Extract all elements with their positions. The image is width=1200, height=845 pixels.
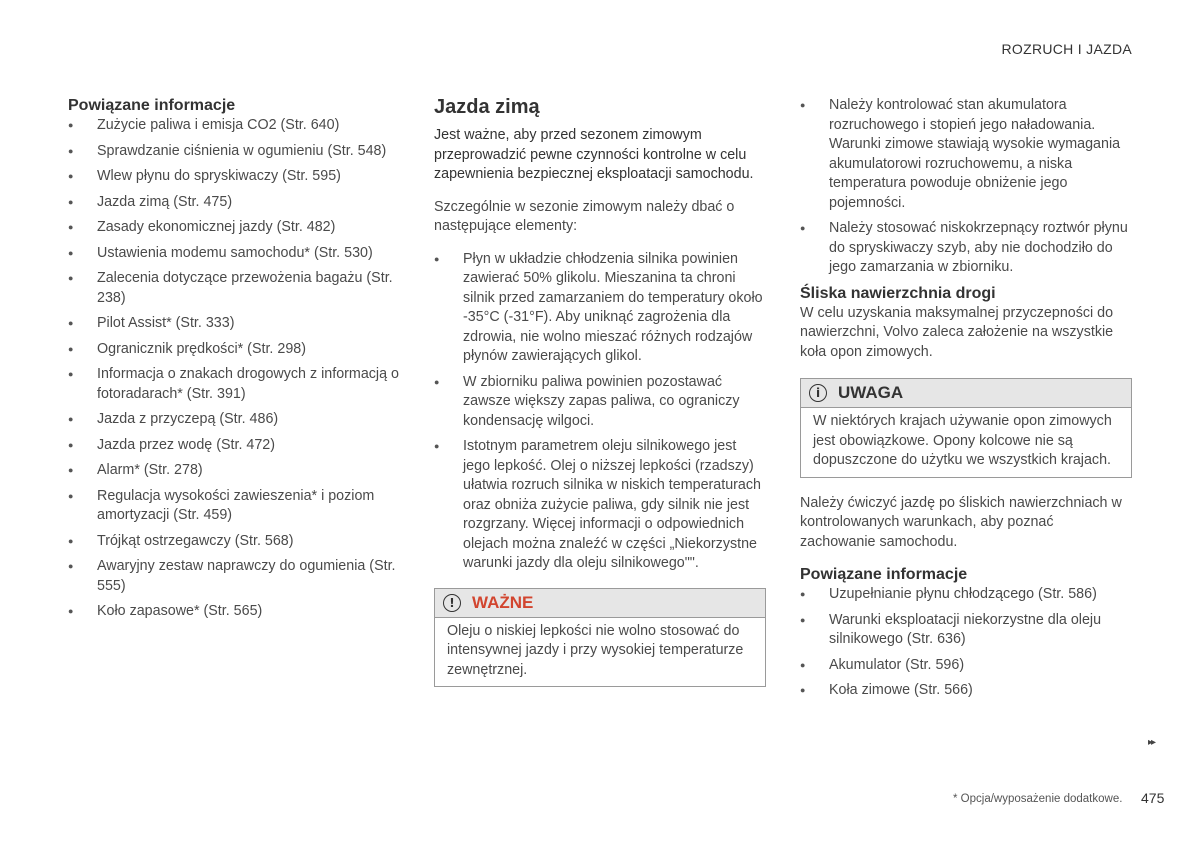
slippery-road-text: W celu uzyskania maksymalnej przyczepności do nawierzchni, Volvo zaleca założenie na wszystkie koła opon zimowych.	[800, 304, 1114, 360]
list-item[interactable]: ● Informacja o znakach drogowych z informacją o fotoradarach* (Str. 391)	[68, 365, 403, 404]
note-box	[800, 378, 1132, 478]
footnote: * Opcja/wyposażenie dodatkowe.	[953, 793, 1123, 805]
warning-box	[434, 588, 766, 688]
lead-paragraph: Jest ważne, aby przed sezonem zimowym przeprowadzić pewne czynności kontrolne w celu zapewnienia bezpiecznej eksploatacji samochodu.	[434, 127, 754, 182]
list-item[interactable]: ● Alarm* (Str. 278)	[68, 461, 403, 481]
list-item[interactable]: ● Sprawdzanie ciśnienia w ogumieniu (Str. 548)	[68, 142, 403, 162]
exclamation-icon: !	[443, 594, 461, 612]
list-item[interactable]: ● Wlew płynu do spryskiwaczy (Str. 595)	[68, 167, 403, 187]
list-item[interactable]: ● Koła zimowe (Str. 566)	[800, 681, 1132, 701]
list-item[interactable]: ● Jazda z przyczepą (Str. 486)	[68, 410, 403, 430]
list-item[interactable]: ● Zasady ekonomicznej jazdy (Str. 482)	[68, 218, 403, 238]
continue-arrows-icon: ▸▸	[1148, 737, 1155, 748]
note-text: W niektórych krajach używanie opon zimowych jest obowiązkowe. Opony kolcowe nie są dopuszczone do użytku we wszystkich krajach.	[813, 413, 1112, 468]
list-item[interactable]: ● Ogranicznik prędkości* (Str. 298)	[68, 340, 403, 360]
list-item[interactable]: ● Uzupełnianie płynu chłodzącego (Str. 586)	[800, 585, 1132, 605]
related-info-list	[800, 585, 1132, 701]
warning-box-header	[435, 589, 765, 618]
list-item[interactable]: ● Zalecenia dotyczące przewożenia bagażu (Str. 238)	[68, 269, 403, 308]
note-title: UWAGA	[838, 383, 904, 402]
related-info-list	[68, 116, 403, 622]
slippery-road-heading: Śliska nawierzchnia drogi	[800, 284, 996, 302]
list-item: ● W zbiorniku paliwa powinien pozostawać zawsze większy zapas paliwa, co ograniczy kondensację wilgoci.	[434, 373, 766, 432]
page-title: Jazda zimą	[434, 96, 540, 118]
right-column	[800, 96, 1132, 707]
note-box-header	[801, 379, 1131, 408]
middle-column	[434, 96, 766, 687]
list-item[interactable]: ● Trójkąt ostrzegawczy (Str. 568)	[68, 532, 403, 552]
page-number: 475	[1141, 790, 1165, 806]
list-item[interactable]: ● Koło zapasowe* (Str. 565)	[68, 602, 403, 622]
winter-checklist-continued	[800, 96, 1132, 278]
list-item[interactable]: ● Ustawienia modemu samochodu* (Str. 530)	[68, 244, 403, 264]
list-item: ● Istotnym parametrem oleju silnikowego jest jego lepkość. Olej o niższej lepkości (rzadszy) ułatwia rozruch silnika w niskich temperaturach oraz obniża zużycie paliwa, gdy silnik nie jest rozgrzany. Więcej informacji o odpowiednich olejach można znaleźć w części „Niekorzystne warunki jazdy dla oleju silnikowego"".	[434, 437, 766, 574]
list-item[interactable]: ● Zużycie paliwa i emisja CO2 (Str. 640)	[68, 116, 403, 136]
warning-title: WAŻNE	[472, 592, 534, 612]
list-item: ● Płyn w układzie chłodzenia silnika powinien zawierać 50% glikolu. Mieszanina ta chroni silnik przed zamarzaniem do temperatury około -35°C (-31°F). Aby uniknąć zagrożenia dla zdrowia, nie wolno mieszać różnych rodzajów płynów zawierających glikol.	[434, 250, 766, 367]
section-header: ROZRUCH I JAZDA	[1001, 41, 1132, 57]
related-info-heading: Powiązane informacje	[68, 97, 236, 114]
related-info-heading: Powiązane informacje	[800, 566, 968, 583]
list-item[interactable]: ● Akumulator (Str. 596)	[800, 656, 1132, 676]
intro-paragraph: Szczególnie w sezonie zimowym należy dbać o następujące elementy:	[434, 198, 735, 234]
left-column	[68, 96, 403, 628]
list-item[interactable]: ● Jazda zimą (Str. 475)	[68, 193, 403, 213]
list-item[interactable]: ● Regulacja wysokości zawieszenia* i poziom amortyzacji (Str. 459)	[68, 487, 403, 526]
info-icon: i	[809, 384, 827, 402]
winter-checklist	[434, 250, 766, 574]
list-item[interactable]: ● Pilot Assist* (Str. 333)	[68, 314, 403, 334]
warning-text: Oleju o niskiej lepkości nie wolno stosować do intensywnej jazdy i przy wysokiej temperaturze zewnętrznej.	[447, 622, 744, 678]
practice-text: Należy ćwiczyć jazdę po śliskich nawierzchniach w kontrolowanych warunkach, aby poznać zachowanie samochodu.	[800, 494, 1122, 550]
list-item[interactable]: ● Awaryjny zestaw naprawczy do ogumienia (Str. 555)	[68, 557, 403, 596]
list-item[interactable]: ● Jazda przez wodę (Str. 472)	[68, 436, 403, 456]
list-item[interactable]: ● Warunki eksploatacji niekorzystne dla oleju silnikowego (Str. 636)	[800, 611, 1132, 650]
list-item: ● Należy stosować niskokrzepnący roztwór płynu do spryskiwaczy szyb, aby nie dochodziło do jego zamarzania w zbiorniku.	[800, 219, 1132, 278]
list-item: ● Należy kontrolować stan akumulatora rozruchowego i stopień jego naładowania. Warunki zimowe stawiają wysokie wymagania akumulatorowi rozruchowemu, a niska temperatura powoduje obniżenie jego pojemności.	[800, 96, 1132, 213]
